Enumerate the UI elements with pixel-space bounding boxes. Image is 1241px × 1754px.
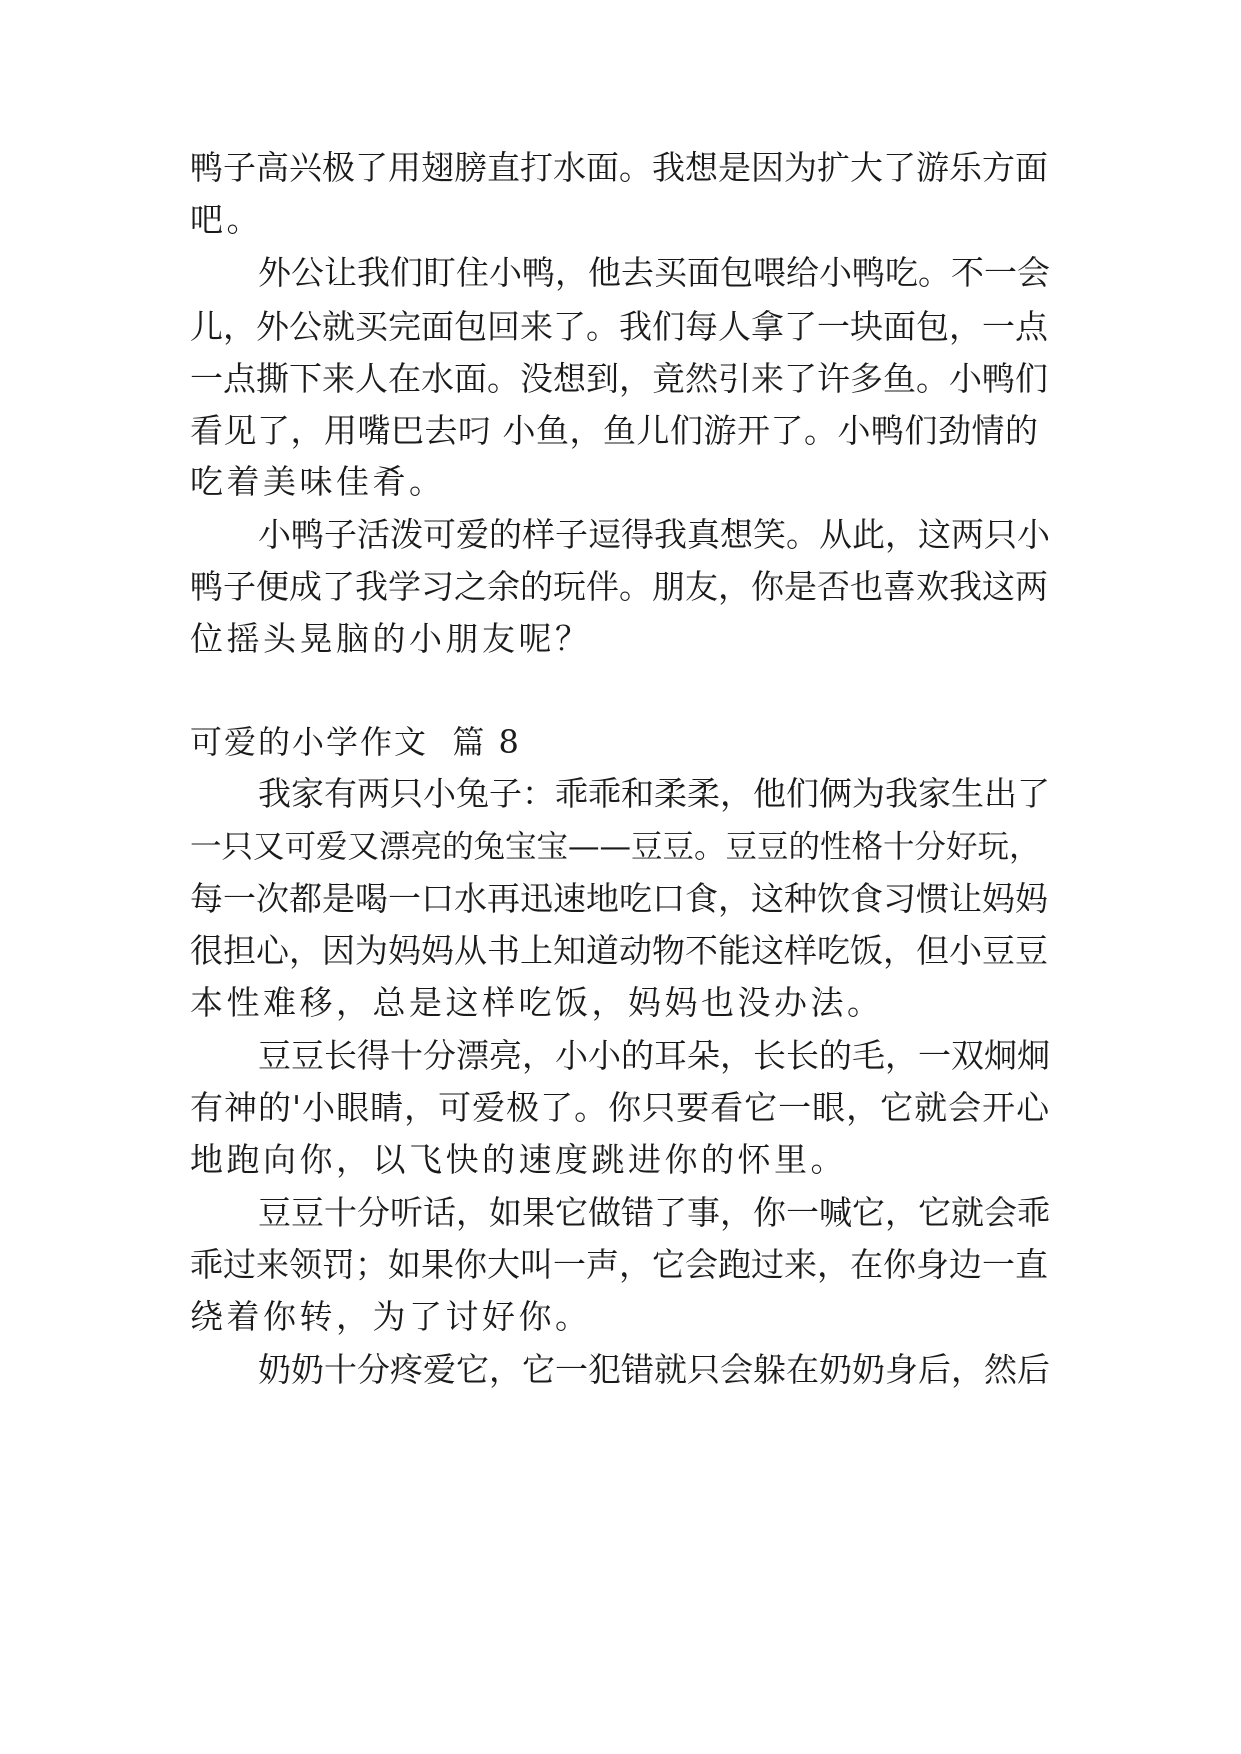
text-line: 鸭子便成了我学习之余的玩伴。朋友，你是否也喜欢我这两: [190, 567, 1048, 606]
paragraph-first-line: 小鸭子活泼可爱的样子逗得我真想笑。从此，这两只小: [258, 515, 1050, 554]
text-line: 乖过来领罚；如果你大叫一声，它会跑过来，在你身边一直: [190, 1245, 1048, 1284]
paragraph-first-line: 豆豆长得十分漂亮，小小的耳朵，长长的毛，一双炯炯: [258, 1036, 1050, 1075]
paragraph-first-line: 我家有两只小兔子：乖乖和柔柔，他们俩为我家生出了: [258, 774, 1050, 813]
text-line: 吧。: [190, 200, 263, 239]
paragraph-first-line: 豆豆十分听话，如果它做错了事，你一喊它，它就会乖: [258, 1193, 1050, 1232]
text-line: 鸭子高兴极了用翅膀直打水面。我想是因为扩大了游乐方面: [190, 148, 1048, 187]
paragraph-first-line: 外公让我们盯住小鸭，他去买面包喂给小鸭吃。不一会: [258, 253, 1050, 292]
text-line: 每一次都是喝一口水再迅速地吃口食，这种饮食习惯让妈妈: [190, 879, 1048, 918]
text-line: 吃着美味佳肴。: [190, 462, 446, 501]
text-line: 儿，外公就买完面包回来了。我们每人拿了一块面包，一点: [190, 307, 1048, 346]
text-line: 看见了，用嘴巴去叼 小鱼，鱼儿们游开了。小鸭们劲情的: [190, 411, 1039, 450]
text-line: 很担心，因为妈妈从书上知道动物不能这样吃饭，但小豆豆: [190, 931, 1048, 970]
section-heading: 可爱的小学作文 篇 8: [190, 723, 521, 761]
text-line: 一只又可爱又漂亮的兔宝宝——豆豆。豆豆的性格十分好玩，: [190, 829, 1041, 865]
text-line: 有神的'小眼睛，可爱极了。你只要看它一眼，它就会开心: [190, 1088, 1051, 1127]
text-line: 绕着你转，为了讨好你。: [190, 1297, 592, 1336]
paragraph-first-line: 奶奶十分疼爱它，它一犯错就只会躲在奶奶身后，然后: [258, 1350, 1050, 1389]
text-line: 位摇头晃脑的小朋友呢？: [190, 619, 592, 658]
text-line: 地跑向你，以飞快的速度跳进你的怀里。: [190, 1140, 847, 1179]
text-line: 本性难移，总是这样吃饭，妈妈也没办法。: [190, 983, 884, 1022]
text-line: 一点撕下来人在水面。没想到，竟然引来了许多鱼。小鸭们: [190, 359, 1048, 398]
